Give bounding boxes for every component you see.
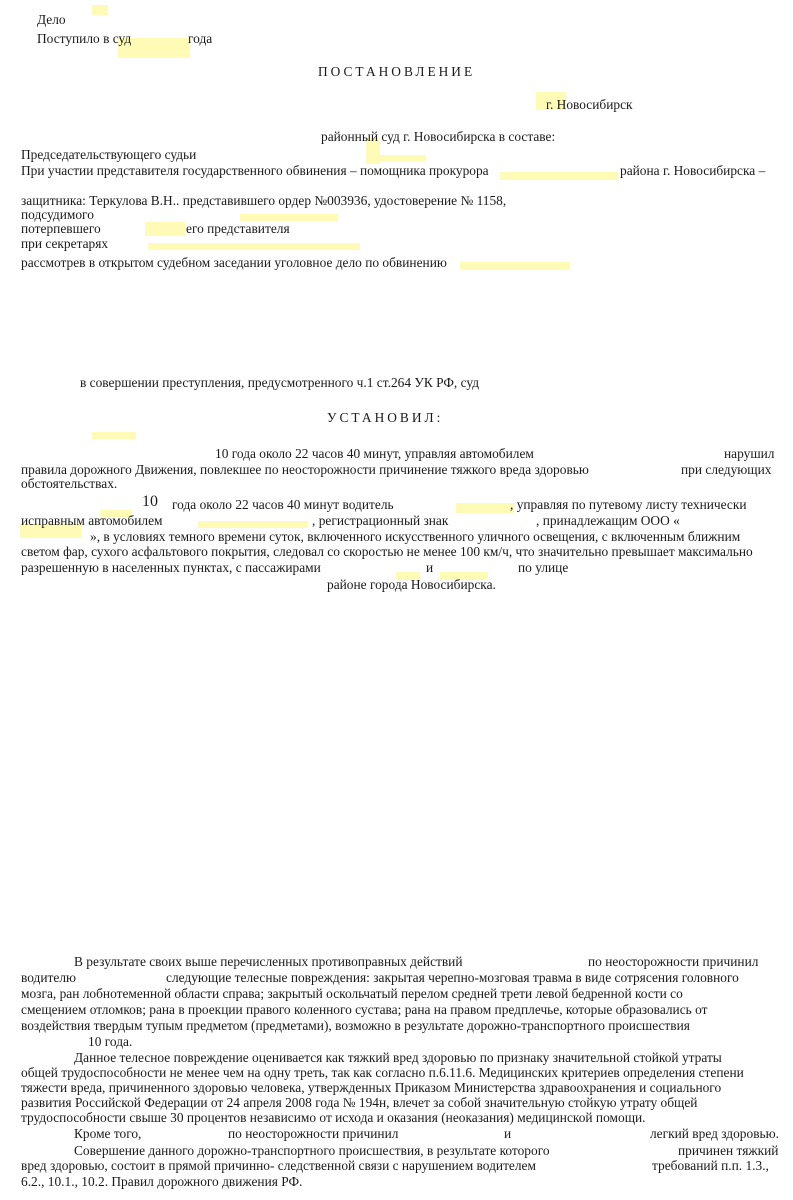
p6-line1a: Совершение данного дорожно-транспортного происшествия, в результате которого: [74, 1143, 550, 1158]
highlight-mark: [198, 521, 308, 528]
p2-line5a: разрешенную в населенных пунктах, с пассажирами: [21, 560, 321, 575]
p6-line2b: требований п.п. 1.3.,: [652, 1158, 769, 1173]
p4-line3: тяжести вреда, причиненного здоровью человека, утвержденных Приказом Министерства здравоохранения и социального: [21, 1080, 722, 1095]
highlight-mark: [145, 222, 185, 236]
p3-line1a: В результате своих выше перечисленных противоправных действий: [74, 954, 463, 969]
highlight-mark: [148, 243, 360, 250]
considered-line: рассмотрев в открытом судебном заседании уголовное дело по обвинению: [21, 255, 447, 270]
p4-line1: Данное телесное повреждение оценивается как тяжкий вред здоровью по признаку значительной стойкой утраты: [74, 1050, 722, 1065]
crime-line: в совершении преступления, предусмотренного ч.1 ст.264 УК РФ, суд: [80, 375, 480, 390]
p3-line3: мозга, ран лобнотеменной области справа; закрытый оскольчатый перелом средней трети левой бедренной кости со: [21, 986, 683, 1001]
p2-line2a: исправным автомобилем: [21, 513, 163, 528]
p2-line2c: , принадлежащим ООО «: [536, 513, 680, 528]
victim-label: потерпевшего: [21, 221, 101, 236]
document-title: ПОСТАНОВЛЕНИЕ: [318, 64, 476, 79]
highlight-mark: [456, 503, 514, 513]
secretaries-label: при секретарях: [21, 236, 109, 251]
p5-line1b: по неосторожности причинил: [228, 1126, 399, 1141]
victim-representative: его представителя: [186, 221, 290, 236]
highlight-mark: [240, 214, 338, 221]
defender-line: защитника: Теркулова В.Н.. представившего ордер №003936, удостоверение № 1158,: [21, 193, 507, 208]
p6-line1b: причинен тяжкий: [678, 1143, 779, 1158]
p1-line3: обстоятельствах.: [21, 476, 118, 491]
p2-line6: районе города Новосибирска.: [327, 577, 496, 592]
highlight-mark: [92, 5, 108, 15]
defendant-label: подсудимого: [21, 207, 94, 222]
p3-line2b: следующие телесные повреждения: закрытая черепно-мозговая травма в виде сотрясения головного: [166, 970, 739, 985]
prosecutor-line: При участии представителя государственного обвинения – помощника прокурора: [21, 163, 489, 178]
p3-line5: воздействия твердым тупым предметом (предметами), возможно в результате дорожно-транспортного происшествия: [21, 1018, 690, 1033]
p2-line1: года около 22 часов 40 минут водитель: [172, 497, 394, 512]
p6-line3: 6.2., 10.1., 10.2. Правил дорожного движения РФ.: [21, 1174, 303, 1189]
p5-line1c: и: [504, 1126, 512, 1141]
p3-line6: 10 года.: [88, 1034, 133, 1049]
p3-line2a: водителю: [21, 970, 77, 985]
city: г. Новосибирск: [546, 97, 633, 112]
court-composition: районный суд г. Новосибирска в составе:: [321, 129, 556, 144]
highlight-mark: [380, 155, 426, 161]
p1-line2: правила дорожного Движения, повлекшее по неосторожности причинение тяжкого вреда здоровью: [21, 462, 589, 477]
established-heading: УСТАНОВИЛ:: [327, 410, 444, 425]
p1-line2-end: при следующих: [681, 462, 772, 477]
p5-line1a: Кроме того,: [74, 1126, 142, 1141]
received-year-word: года: [188, 31, 213, 46]
p4-line4: развития Российской Федерации от 24 апреля 2008 года № 194н, влечет за собой значительную стойкую утрату общей: [21, 1095, 698, 1110]
p2-date-number: 10: [142, 493, 158, 510]
p1-line1: 10 года около 22 часов 40 минут, управляя автомобилем: [215, 446, 534, 461]
p2-line5c: по улице: [518, 560, 569, 575]
presiding-judge: Председательствующего судьи: [21, 147, 197, 162]
p3-line4: смещением отломков; рана в проекции правого коленного сустава; рана на правом предплечье, которые образовались от: [21, 1002, 708, 1017]
highlight-mark: [92, 432, 136, 439]
p2-line1-end: , управляя по путевому листу технически: [510, 497, 747, 512]
p6-line2a: вред здоровью, состоит в прямой причинно- следственной связи с нарушением водителем: [21, 1158, 536, 1173]
prosecutor-line-tail: района г. Новосибирска –: [620, 163, 766, 178]
p4-line5: трудоспособности свыше 30 процентов независимо от исхода и оказания (неоказания) медицинской помощи.: [21, 1110, 646, 1125]
highlight-mark: [500, 172, 618, 180]
p4-line2: общей трудоспособности не менее чем на одну треть, так как согласно п.6.11.6. Медицинских критериев определения степени: [21, 1065, 744, 1080]
highlight-mark: [460, 262, 570, 270]
p5-line1d: легкий вред здоровью.: [650, 1126, 779, 1141]
p2-line3: », в условиях темного времени суток, включенного искусственного уличного освещения, с включенным ближним: [90, 529, 741, 544]
p2-line4: светом фар, сухого асфальтового покрытия, следовал со скоростью не менее 100 км/ч, что значительно превышает максимально: [21, 544, 753, 559]
received-label: Поступило в суд: [37, 31, 132, 46]
p2-line2b: , регистрационный знак: [312, 513, 449, 528]
p3-line1b: по неосторожности причинил: [588, 954, 759, 969]
p1-line1-end: нарушил: [724, 446, 775, 461]
p2-line5b: и: [426, 560, 434, 575]
case-label: Дело: [37, 12, 66, 27]
